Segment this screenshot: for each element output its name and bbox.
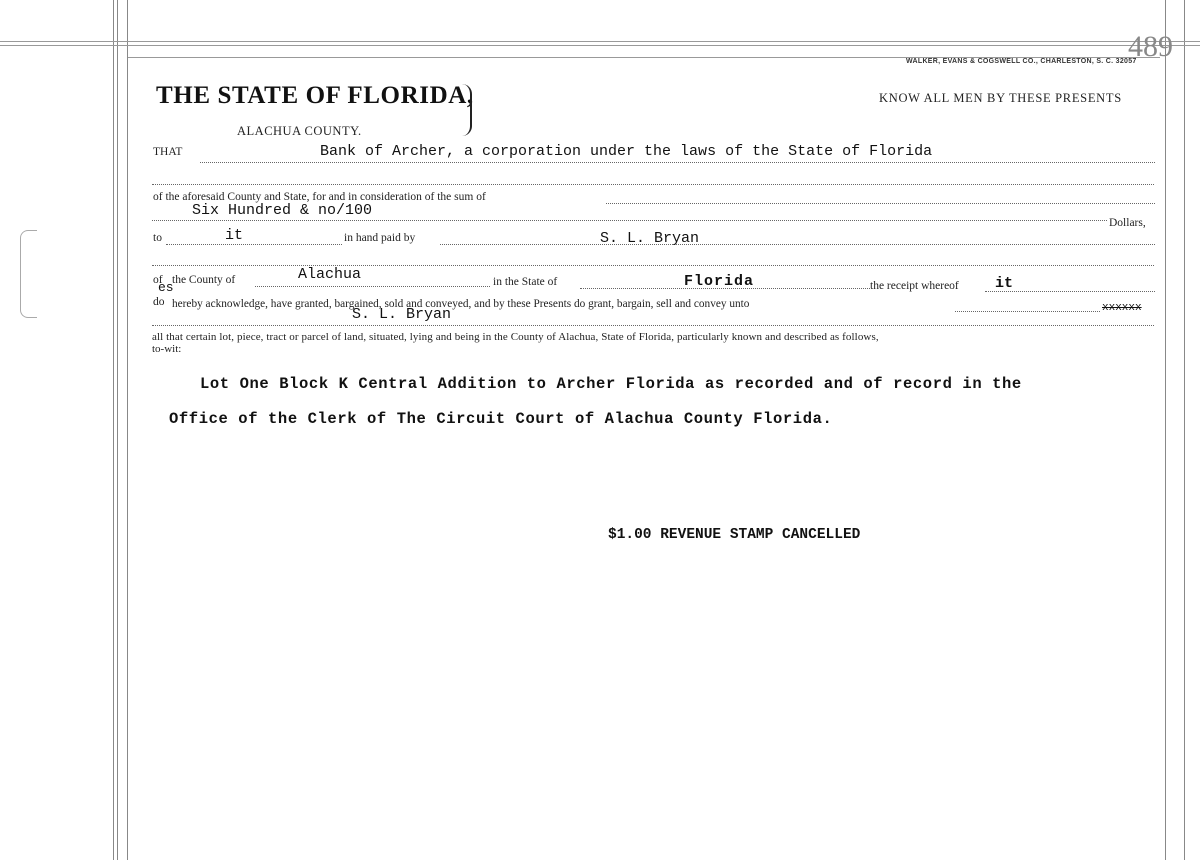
blank-line	[152, 184, 1154, 185]
unto-line	[955, 311, 1100, 312]
state-title: THE STATE OF FLORIDA,	[156, 82, 474, 109]
right-margin-line	[1165, 0, 1166, 860]
paid-by-line	[440, 244, 1155, 245]
county-heading: ALACHUA COUNTY.	[237, 124, 362, 138]
to-label: to	[153, 232, 162, 244]
top-rule-2	[0, 45, 1200, 46]
header-brace	[462, 84, 472, 136]
description-line-2: Office of the Clerk of The Circuit Court of Alachua County Florida.	[169, 410, 833, 428]
grantee-value: S. L. Bryan	[352, 306, 452, 323]
to-value: it	[225, 227, 244, 244]
revenue-stamp-note: $1.00 REVENUE STAMP CANCELLED	[608, 527, 861, 543]
paid-by-label: in hand paid by	[344, 232, 416, 244]
struck-text: xxxxxx	[1102, 302, 1142, 314]
printer-imprint: WALKER, EVANS & COGSWELL CO., CHARLESTON, S. C. 32057	[906, 58, 1137, 65]
receipt-label: the receipt whereof	[870, 280, 959, 292]
dollars-label: Dollars,	[1109, 217, 1146, 229]
consideration-line	[606, 203, 1155, 204]
county-line	[255, 286, 490, 287]
top-rule	[0, 41, 1200, 42]
to-line	[166, 244, 342, 245]
to-wit-label: to-wit:	[152, 343, 182, 355]
consideration-label: of the aforesaid County and State, for and in consideration of the sum of	[153, 191, 486, 203]
paid-by-value: S. L. Bryan	[600, 230, 700, 247]
right-margin-line-2	[1184, 0, 1185, 860]
county-value: Alachua	[298, 266, 362, 283]
state-label: in the State of	[493, 276, 558, 288]
amount-value: Six Hundred & no/100	[192, 202, 373, 219]
grantee-line	[152, 325, 1154, 326]
state-value: Florida	[684, 273, 755, 290]
es-correction: es	[158, 280, 174, 295]
grantor-value: Bank of Archer, a corporation under the laws of the State of Florida	[320, 143, 933, 160]
that-label: THAT	[153, 146, 183, 158]
left-margin-line-2	[117, 0, 118, 860]
amount-line	[152, 220, 1107, 221]
land-text: all that certain lot, piece, tract or parcel of land, situated, lying and being in the County of Alachua, State of Florida, particularly known and described as follows,	[152, 331, 879, 343]
binder-hole	[20, 230, 37, 318]
grantor-line	[200, 162, 1155, 163]
county-label: the County of	[172, 274, 236, 286]
know-all-men: KNOW ALL MEN BY THESE PRESENTS	[879, 91, 1122, 105]
description-line-1: Lot One Block K Central Addition to Archer Florida as recorded and of record in the	[200, 375, 1022, 393]
acknowledge-text: hereby acknowledge, have granted, bargained, sold and conveyed, and by these Presents do grant, bargain, sell and convey unto	[172, 298, 750, 310]
receipt-value: it	[995, 275, 1014, 292]
do-label: do	[153, 296, 165, 308]
left-margin-line-3	[127, 0, 128, 860]
of-label: of	[153, 274, 163, 286]
page-number: 489	[1128, 30, 1173, 63]
left-margin-line	[113, 0, 114, 860]
